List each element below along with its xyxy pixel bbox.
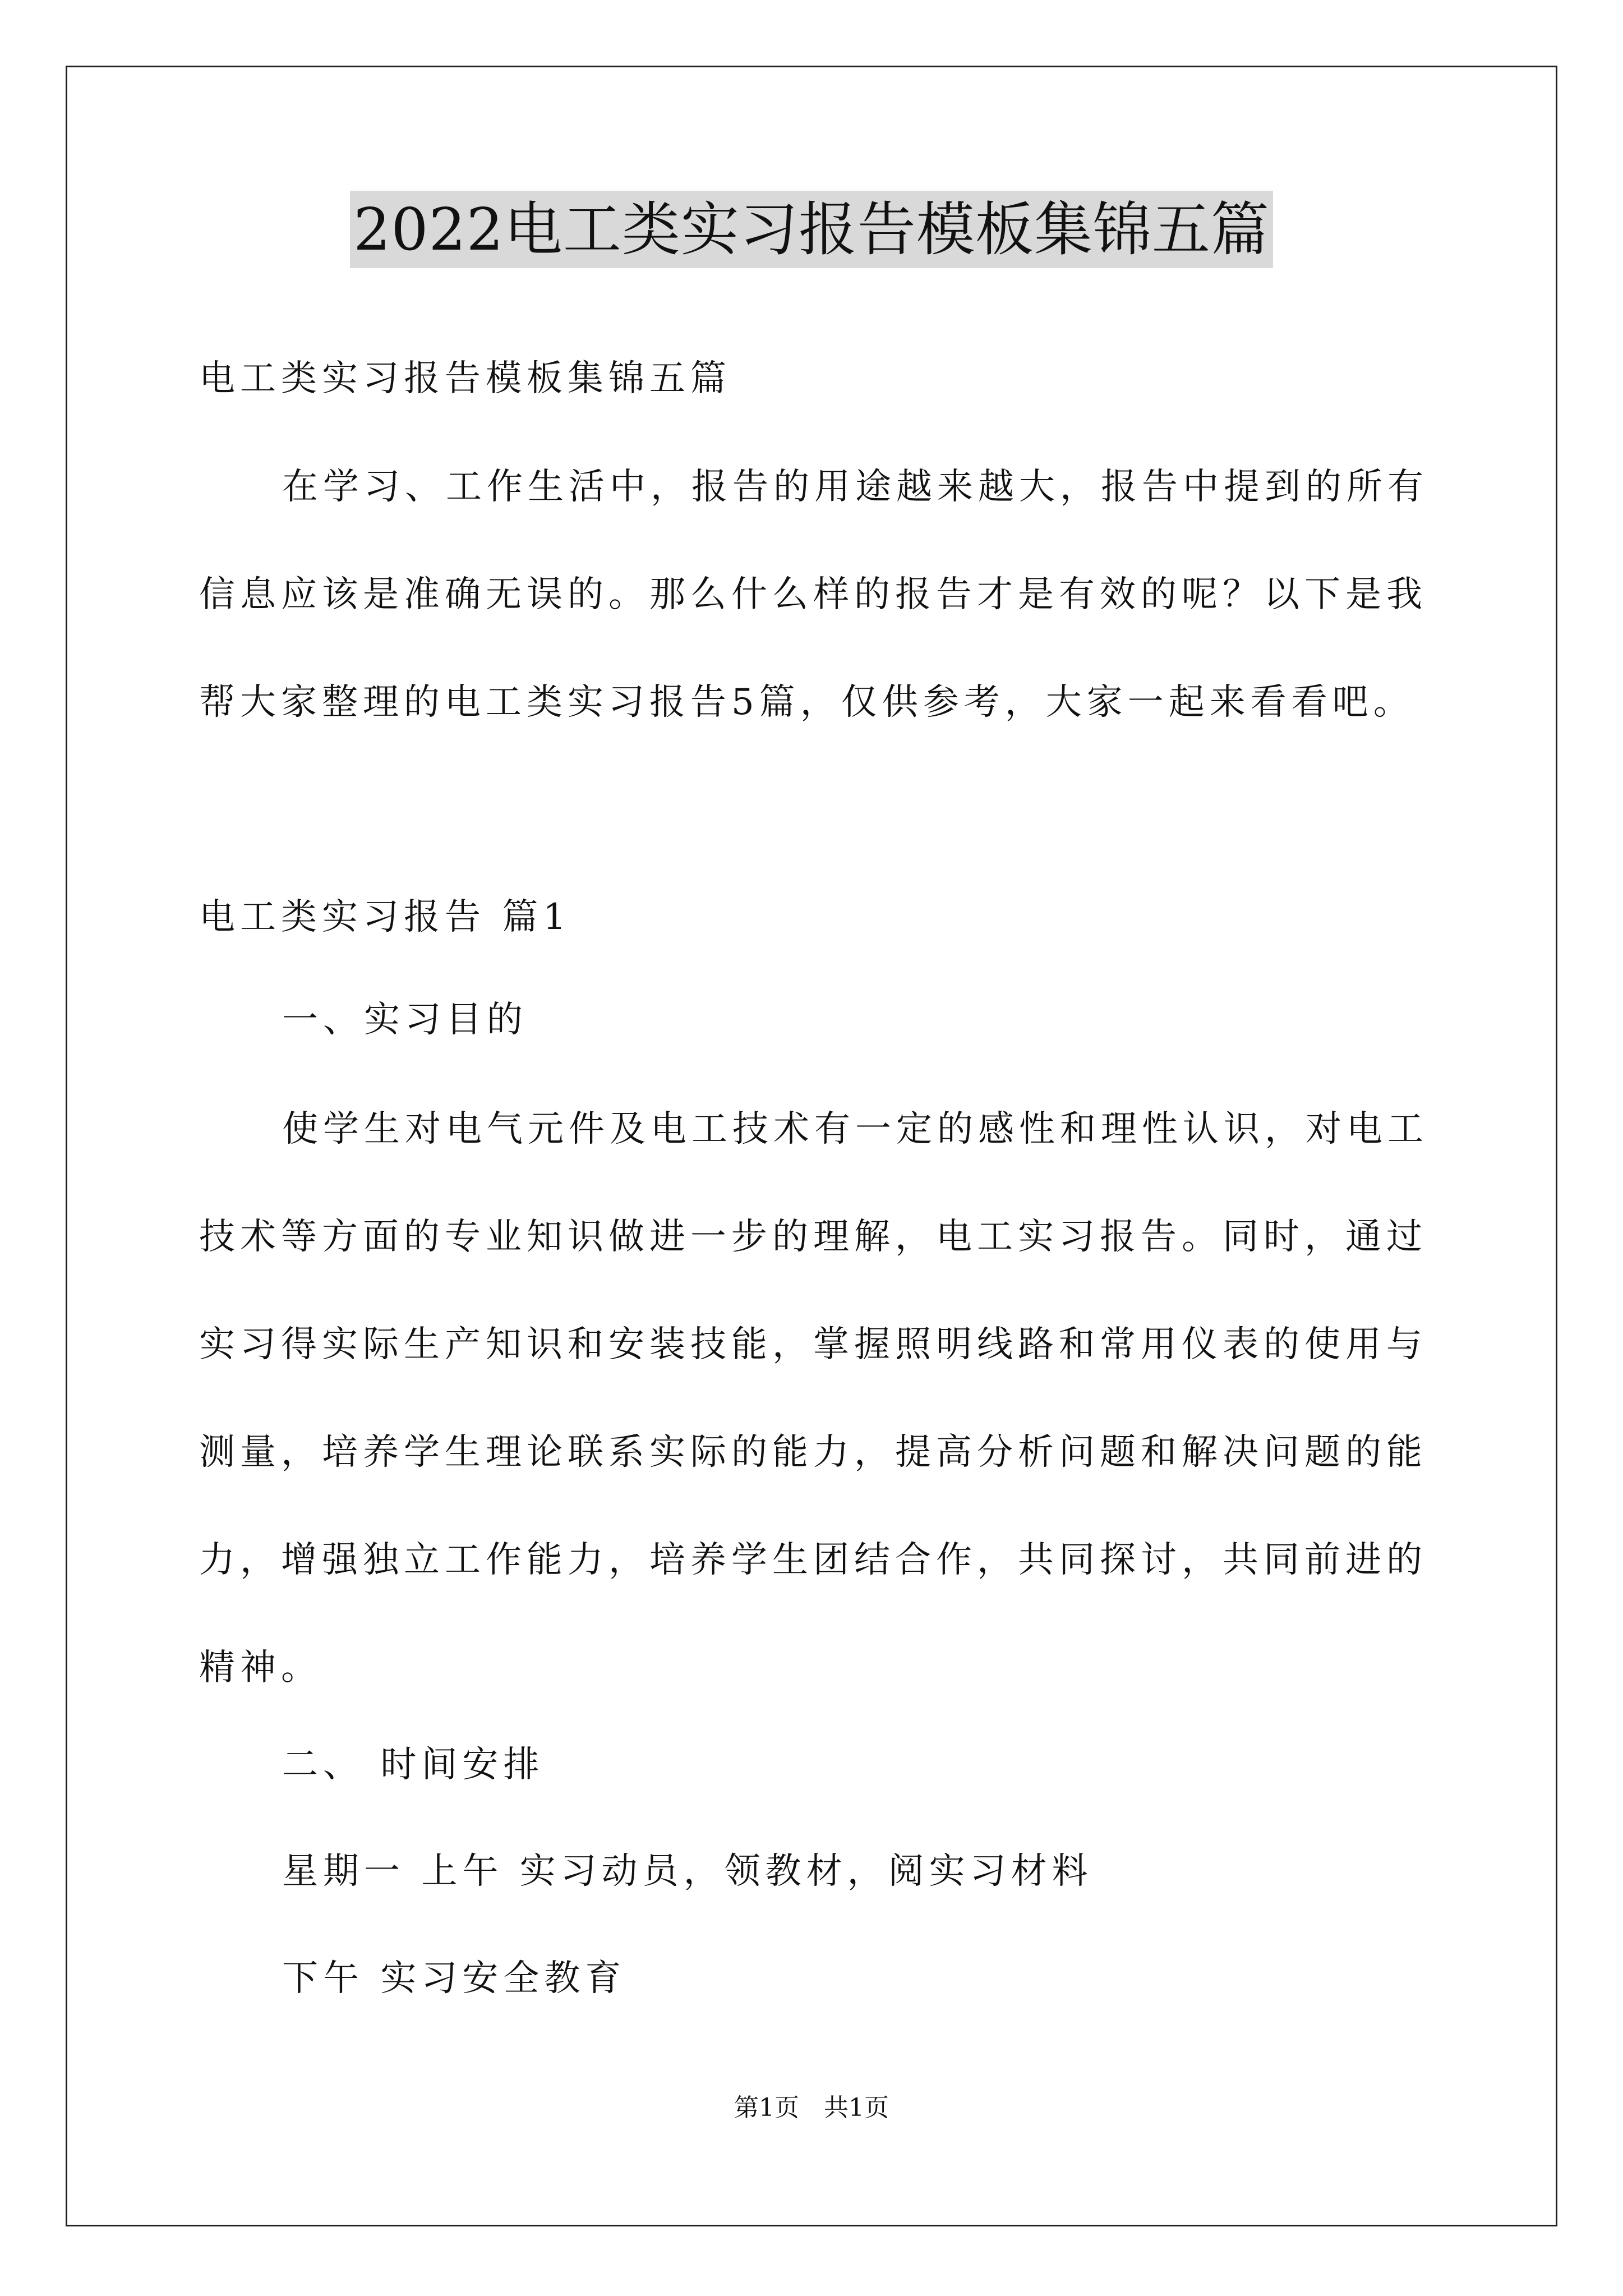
title-container: [0, 191, 1623, 268]
heading-schedule: 二、 时间安排: [282, 1744, 545, 1786]
schedule-line-afternoon: 下午 实习安全教育: [282, 1958, 626, 1999]
section-heading: 电工类实习报告 篇1: [199, 896, 571, 938]
schedule-line-monday: 星期一 上午 实习动员，领教材，阅实习材料: [282, 1851, 1093, 1892]
heading-purpose: 一、实习目的: [282, 999, 528, 1041]
document-title: 2022电工类实习报告模板集锦五篇: [350, 191, 1273, 268]
document-subtitle: 电工类实习报告模板集锦五篇: [199, 358, 731, 399]
intro-paragraph: 在学习、工作生活中，报告的用途越来越大，报告中提到的所有信息应该是准确无误的。那么什么样的报告才是有效的呢？以下是我帮大家整理的电工类实习报告5篇，仅供参考，大家一起来看看吧。: [199, 466, 1428, 723]
purpose-paragraph: 使学生对电气元件及电工技术有一定的感性和理性认识，对电工技术等方面的专业知识做进一步的理解，电工实习报告。同时，通过实习得实际生产知识和安装技能，掌握照明线路和常用仪表的使用与测量，培养学生理论联系实际的能力，提高分析问题和解决问题的能力，增强独立工作能力，培养学生团结合作，共同探讨，共同前进的精神。: [199, 1108, 1428, 1688]
page-footer: 第1页 共1页: [734, 2093, 889, 2122]
